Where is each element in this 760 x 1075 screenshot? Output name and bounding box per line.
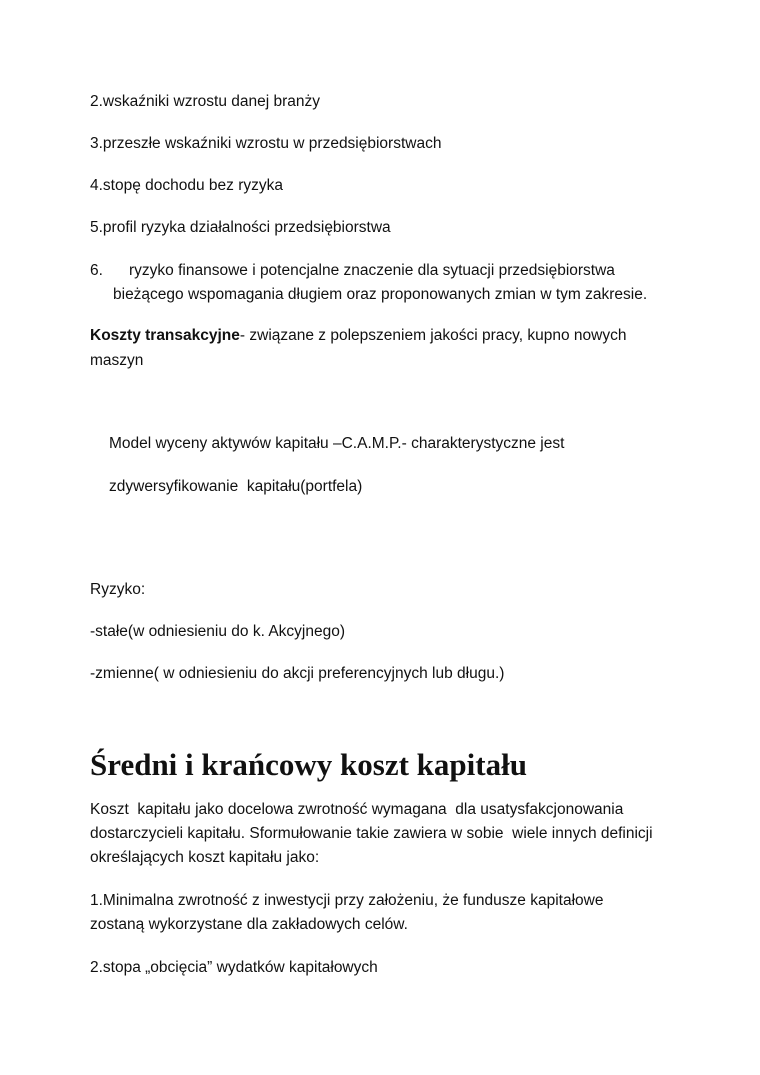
bold-term: Koszty transakcyjne — [90, 327, 240, 344]
transaction-costs-paragraph — [90, 324, 626, 348]
list-item: 5.profil ryzyka działalności przedsiębiorstwa — [90, 219, 391, 236]
definition-item: 2.stopa „obcięcia” wydatków kapitałowych — [90, 959, 378, 976]
list-number: 6. — [90, 262, 103, 279]
risk-title: Ryzyko: — [90, 581, 146, 598]
risk-variable: -zmienne( w odniesieniu do akcji preferencyjnych lub długu.) — [90, 665, 505, 682]
list-item: 2.wskaźniki wzrostu danej branży — [90, 93, 321, 110]
camp-paragraph: Model wyceny aktywów kapitału –C.A.M.P.- charakterystyczne jest — [109, 435, 565, 452]
section-heading: Średni i krańcowy koszt kapitału — [90, 747, 527, 782]
definition-item: zostaną wykorzystane dla zakładowych celów. — [90, 916, 408, 933]
risk-fixed: -stałe(w odniesieniu do k. Akcyjnego) — [90, 623, 346, 640]
list-item-text: ryzyko finansowe i potencjalne znaczenie dla sytuacji przedsiębiorstwa — [129, 262, 615, 279]
definition-item: 1.Minimalna zwrotność z inwestycji przy założeniu, że fundusze kapitałowe — [90, 892, 604, 909]
list-item: 4.stopę dochodu bez ryzyka — [90, 177, 284, 194]
paragraph-text: - związane z polepszeniem jakości pracy, kupno nowych — [239, 327, 627, 344]
camp-paragraph: zdywersyfikowanie kapitału(portfela) — [109, 478, 363, 495]
intro-paragraph: określających koszt kapitału jako: — [90, 849, 320, 866]
list-item: 3.przeszłe wskaźniki wzrostu w przedsiębiorstwach — [90, 135, 442, 152]
list-item-text: bieżącego wspomagania długiem oraz proponowanych zmian w tym zakresie. — [113, 286, 648, 303]
intro-paragraph: Koszt kapitału jako docelowa zwrotność wymagana dla usatysfakcjonowania — [90, 801, 624, 818]
paragraph-text: maszyn — [90, 352, 144, 369]
intro-paragraph: dostarczycieli kapitału. Sformułowanie takie zawiera w sobie wiele innych definicji — [90, 825, 653, 842]
